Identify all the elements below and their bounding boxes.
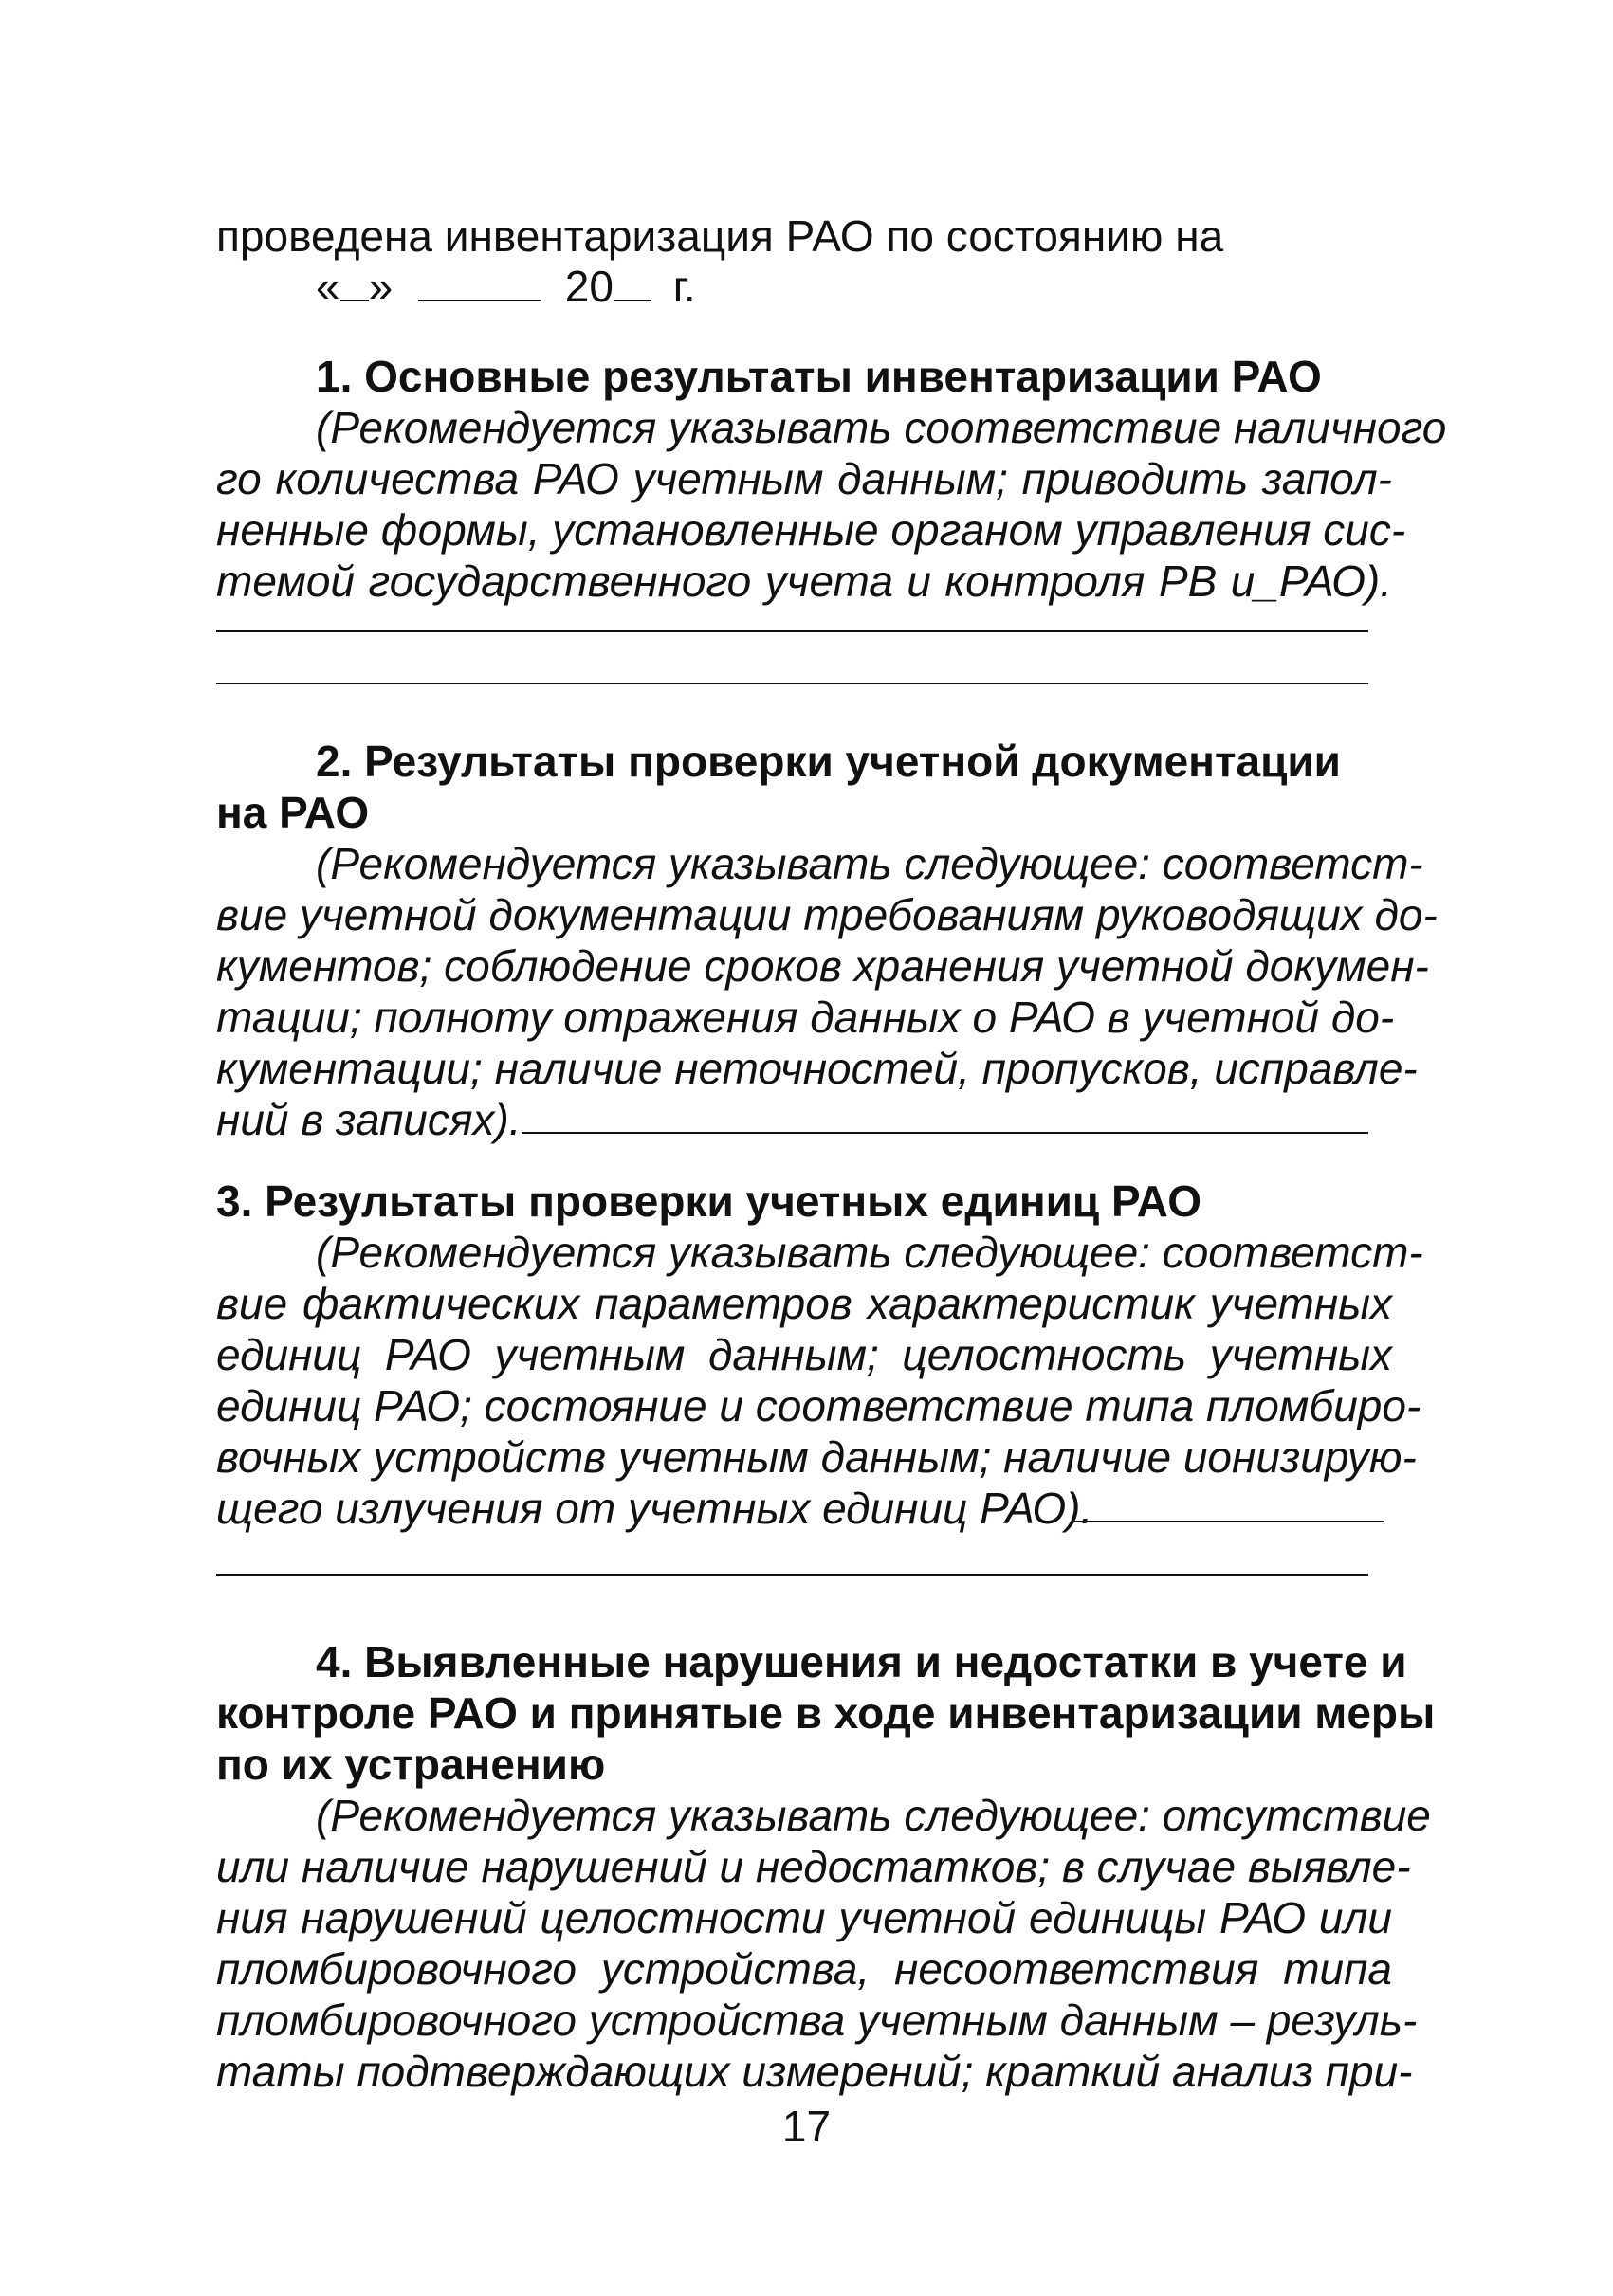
year-prefix: 20 xyxy=(564,262,614,311)
section3-text-line: (Рекомендуется указывать следующее: соответст- xyxy=(316,1228,1423,1277)
section1-fill-line xyxy=(216,683,1368,684)
section4-text-line: пломбировочного устройства, несоответствия типа xyxy=(216,1944,1392,1994)
section2-text-line: кументации; наличие неточностей, пропусков, исправле- xyxy=(216,1044,1418,1093)
section2-text-line: тации; полноту отражения данных о РАО в учетной до- xyxy=(216,993,1395,1042)
section2-text-line: ний в записях). xyxy=(216,1095,522,1144)
section4-text-line: ния нарушений целостности учетной единицы РАО или xyxy=(216,1893,1392,1942)
month-blank xyxy=(418,262,541,301)
section2-fill-line xyxy=(522,1132,1368,1134)
section4-heading: по их устранению xyxy=(216,1740,606,1789)
intro-line: проведена инвентаризация РАО по состоянию на xyxy=(216,211,1224,261)
section4-text-line: (Рекомендуется указывать следующее: отсутствие xyxy=(316,1791,1431,1840)
section4-text-line: пломбировочного устройства учетным данным – резуль- xyxy=(216,1995,1418,2045)
section3-fill-line xyxy=(216,1574,1368,1576)
section1-text-line: ненные формы, установленные органом управления сис- xyxy=(216,505,1406,555)
section3-fill-line xyxy=(1072,1521,1384,1522)
section3-heading: 3. Результаты проверки учетных единиц РАО xyxy=(216,1176,1201,1226)
section1-heading: 1. Основные результаты инвентаризации РАО xyxy=(316,352,1322,401)
year-suffix: г. xyxy=(672,262,696,311)
section1-text-line: го количества РАО учетным данным; приводить запол- xyxy=(216,454,1392,503)
section3-text-line: вие фактических параметров характеристик учетных xyxy=(216,1279,1392,1328)
section1-fill-line xyxy=(216,630,1368,632)
year-blank xyxy=(614,262,651,301)
section4-heading: 4. Выявленные нарушения и недостатки в учете и xyxy=(316,1637,1407,1686)
date-line xyxy=(316,261,1492,312)
section1-text-line: темой государственного учета и контроля РВ и_РАО). xyxy=(216,556,1392,606)
section1-text-line: (Рекомендуется указывать соответствие наличного xyxy=(316,403,1447,452)
section3-text-line: единиц РАО; состояние и соответствие типа пломбиро- xyxy=(216,1381,1421,1430)
section3-text-line: вочных устройств учетным данным; наличие ионизирую- xyxy=(216,1432,1417,1482)
section3-text-line: щего излучения от учетных единиц РАО). xyxy=(216,1484,1093,1533)
section4-heading: контроле РАО и принятые в ходе инвентаризации меры xyxy=(216,1688,1436,1738)
section2-heading-cont: на РАО xyxy=(216,788,370,837)
date-close-quote: » xyxy=(368,262,394,311)
section2-heading: 2. Результаты проверки учетной документации xyxy=(316,737,1341,786)
day-blank xyxy=(340,262,369,301)
section4-text-line: или наличие нарушений и недостатков; в случае выявле- xyxy=(216,1842,1411,1891)
section4-text-line: таты подтверждающих измерений; краткий анализ при- xyxy=(216,2047,1413,2096)
section3-text-line: единиц РАО учетным данным; целостность учетных xyxy=(216,1330,1392,1379)
section2-text-line: вие учетной документации требованиям руководящих до- xyxy=(216,890,1438,939)
date-open-quote: « xyxy=(316,262,340,311)
section2-text-line: (Рекомендуется указывать следующее: соответст- xyxy=(316,839,1423,888)
section2-text-line: кументов; соблюдение сроков хранения учетной докумен- xyxy=(216,941,1429,991)
page-number: 17 xyxy=(781,2102,832,2151)
